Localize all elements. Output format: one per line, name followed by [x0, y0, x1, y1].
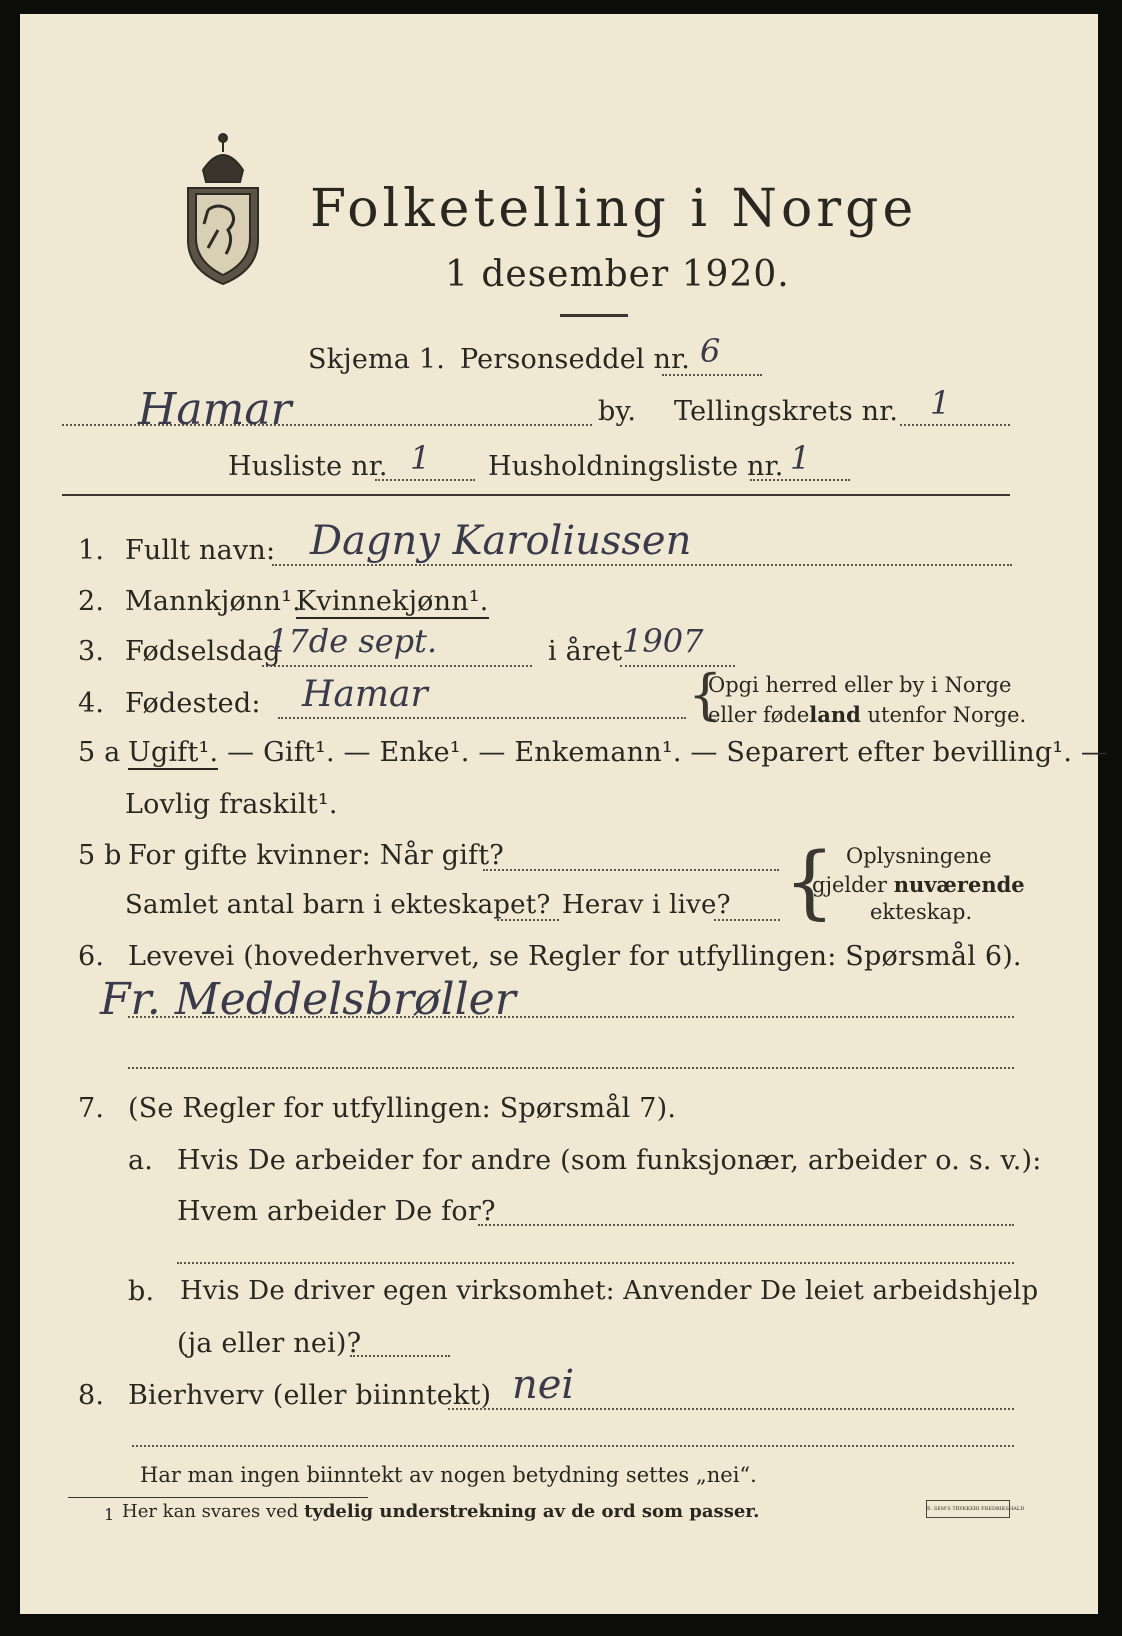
- form-title: Folketelling i Norge: [310, 179, 918, 239]
- q7b-line2: (ja eller nei)?: [177, 1328, 362, 1359]
- q5a-line2[interactable]: Lovlig fraskilt¹.: [125, 789, 338, 820]
- q7b-answer-line[interactable]: [350, 1355, 450, 1357]
- q7b-line1: Hvis De driver egen virksomhet: Anvender De leiet arbeidshjelp: [180, 1276, 1039, 1306]
- q5b-note-brace: {: [784, 835, 835, 928]
- title-divider: [560, 314, 628, 317]
- q6-number: 6.: [78, 941, 105, 972]
- q3-year-label: i året: [548, 636, 623, 667]
- form-date: 1 desember 1920.: [445, 254, 790, 295]
- q2-number: 2.: [78, 586, 105, 617]
- q5b-alive-line[interactable]: [714, 919, 780, 921]
- q7a-employer-line[interactable]: [478, 1224, 1014, 1226]
- husliste-label: Husliste nr.: [228, 451, 388, 482]
- census-form: [20, 14, 1109, 1614]
- q8-label: Bierhverv (eller biinntekt): [128, 1380, 492, 1411]
- husliste-value[interactable]: 1: [410, 439, 431, 477]
- q6-occupation-value[interactable]: Fr. Meddelsbrøller: [100, 974, 516, 1025]
- husliste-line: [375, 479, 475, 481]
- q4-note-line1: Opgi herred eller by i Norge: [708, 673, 1012, 697]
- q7b-letter: b.: [128, 1276, 155, 1307]
- q5b-note-line2: gjelder nuværende: [812, 872, 1025, 897]
- q8-line2[interactable]: [132, 1445, 1014, 1447]
- q5b-line1: For gifte kvinner: Når gift?: [128, 840, 504, 871]
- q5a-options: [128, 737, 1108, 768]
- q2-female-option[interactable]: Kvinnekjønn¹.: [296, 586, 489, 617]
- q3-year-value[interactable]: 1907: [622, 622, 704, 660]
- q5a-number: 5 a: [78, 737, 121, 768]
- husholdningsliste-line: [750, 479, 850, 481]
- q8-number: 8.: [78, 1380, 105, 1411]
- q1-fullname-value[interactable]: Dagny Karoliussen: [310, 518, 692, 564]
- skjema-label: Skjema 1.: [308, 344, 446, 375]
- q4-line: [278, 717, 686, 719]
- q7-number: 7.: [78, 1093, 105, 1124]
- q2-male-option[interactable]: Mannkjønn¹.: [125, 586, 301, 617]
- husholdningsliste-label: Husholdningsliste nr.: [488, 451, 784, 482]
- q4-note-brace: {: [688, 663, 723, 726]
- q3-label: Fødselsdag: [125, 636, 281, 667]
- q1-label: Fullt navn:: [125, 535, 276, 566]
- q3-day-line: [262, 665, 532, 667]
- q4-label: Fødested:: [125, 688, 261, 719]
- tellingskrets-value[interactable]: 1: [930, 384, 951, 422]
- q5b-note-line3: ekteskap.: [870, 900, 973, 924]
- q5b-note-line1: Oplysningene: [846, 844, 992, 868]
- q7a-line1: Hvis De arbeider for andre (som funksjonær, arbeider o. s. v.):: [177, 1145, 1042, 1176]
- tellingskrets-line: [900, 424, 1010, 426]
- q5b-married-line[interactable]: [483, 869, 779, 871]
- q5b-alive-label: Herav i live?: [562, 890, 731, 920]
- q5b-number: 5 b: [78, 840, 122, 871]
- q7-label: (Se Regler for utfyllingen: Spørsmål 7).: [128, 1093, 677, 1124]
- footnote-divider: [68, 1497, 368, 1498]
- tellingskrets-label: Tellingskrets nr.: [674, 396, 899, 427]
- q4-birthplace-value[interactable]: Hamar: [302, 674, 428, 715]
- q1-number: 1.: [78, 535, 105, 566]
- q4-number: 4.: [78, 688, 105, 719]
- husholdningsliste-value[interactable]: 1: [790, 439, 811, 477]
- coat-of-arms-icon: [178, 130, 268, 286]
- footer-note: Har man ingen biinntekt av nogen betydning settes „nei“.: [140, 1463, 757, 1487]
- q8-line: [448, 1408, 1014, 1410]
- q6-label: Levevei (hovederhvervet, se Regler for utfyllingen: Spørsmål 6).: [128, 941, 1022, 972]
- footnote-number: 1: [104, 1505, 115, 1524]
- q7a-letter: a.: [128, 1145, 154, 1176]
- q7a-employer-line2[interactable]: [177, 1262, 1014, 1264]
- q5b-children-label: Samlet antal barn i ekteskapet?: [125, 890, 551, 920]
- header-divider: [62, 494, 1010, 496]
- personseddel-value[interactable]: 6: [700, 332, 721, 370]
- q3-day-value[interactable]: 17de sept.: [268, 622, 438, 660]
- q7a-line2: Hvem arbeider De for?: [177, 1196, 496, 1227]
- q4-note-line2: eller fødeland utenfor Norge.: [708, 702, 1027, 727]
- q1-line: [272, 564, 1012, 566]
- footnote-text: Her kan svares ved tydelig understrekning av de ord som passer.: [122, 1501, 760, 1522]
- q5a-ugift-option[interactable]: Ugift¹.: [128, 737, 219, 768]
- q5b-children-line[interactable]: [497, 919, 559, 921]
- q6-line2[interactable]: [128, 1067, 1014, 1069]
- by-label: by.: [598, 396, 637, 427]
- city-value[interactable]: Hamar: [138, 384, 292, 435]
- q5a-other-options[interactable]: — Gift¹. — Enke¹. — Enkemann¹. — Separert efter bevilling¹. —: [218, 737, 1109, 768]
- printer-stamp: E. SEM'S TRYKKERI FREDRIKSHALD: [926, 1500, 1010, 1518]
- q8-value[interactable]: nei: [512, 1362, 575, 1408]
- personseddel-line: [662, 374, 762, 376]
- personseddel-label: Personseddel nr.: [460, 344, 691, 375]
- q3-number: 3.: [78, 636, 105, 667]
